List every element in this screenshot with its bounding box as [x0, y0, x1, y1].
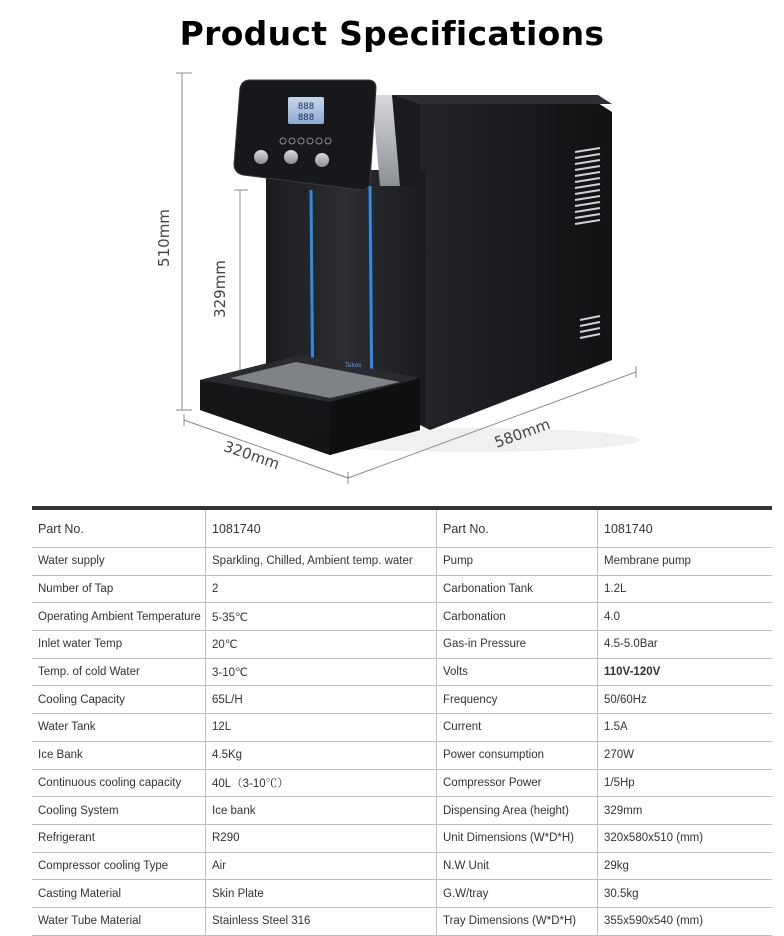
spec-label: Inlet water Temp — [32, 631, 206, 659]
spec-value: 1.5A — [598, 714, 773, 742]
spec-value: 20℃ — [206, 631, 437, 659]
spec-value: Air — [206, 852, 437, 880]
table-row — [32, 880, 772, 908]
brand-logo: Takos — [345, 362, 362, 369]
table-row — [32, 797, 772, 825]
spec-value: 1/5Hp — [598, 769, 773, 797]
machine-side-panel — [420, 103, 612, 430]
spec-value: 110V-120V — [598, 658, 773, 686]
spec-value: 50/60Hz — [598, 686, 773, 714]
spec-value: 3-10℃ — [206, 658, 437, 686]
page-title: Product Specifications — [179, 14, 605, 53]
spec-label: Number of Tap — [32, 575, 206, 603]
spec-value: 29kg — [598, 852, 773, 880]
spec-label: Temp. of cold Water — [32, 658, 206, 686]
table-row — [32, 769, 772, 797]
spec-label: Volts — [437, 658, 598, 686]
spec-value: 355x590x540 (mm) — [598, 907, 773, 935]
spec-value: 30.5kg — [598, 880, 773, 908]
spec-value: 329mm — [598, 797, 773, 825]
spec-label: Compressor Power — [437, 769, 598, 797]
spec-value: 1.2L — [598, 575, 773, 603]
dim-label-height-tap: 329mm — [211, 260, 229, 318]
spec-label: G.W/tray — [437, 880, 598, 908]
spec-value: Stainless Steel 316 — [206, 907, 437, 935]
spec-label: Pump — [437, 548, 598, 576]
control-panel — [234, 80, 376, 190]
spec-value: Ice bank — [206, 797, 437, 825]
table-row — [32, 714, 772, 742]
knob-left — [254, 150, 268, 164]
spec-label: Water supply — [32, 548, 206, 576]
knob-right — [315, 153, 329, 167]
header-left-value: 1081740 — [206, 508, 437, 548]
table-row — [32, 658, 772, 686]
table-row — [32, 686, 772, 714]
lcd-text-2: 888 — [297, 113, 315, 123]
spec-label: N.W Unit — [437, 852, 598, 880]
lcd-text-1: 888 — [297, 102, 315, 112]
spec-value: 65L/H — [206, 686, 437, 714]
header-right-label: Part No. — [437, 508, 598, 548]
table-row — [32, 631, 772, 659]
spec-value: 320x580x510 (mm) — [598, 824, 773, 852]
spec-label: Casting Material — [32, 880, 206, 908]
spec-value: R290 — [206, 824, 437, 852]
table-row — [32, 575, 772, 603]
table-row — [32, 603, 772, 631]
spec-value: 40L（3-10℃） — [206, 769, 437, 797]
spec-label: Dispensing Area (height) — [437, 797, 598, 825]
spec-label: Water Tube Material — [32, 907, 206, 935]
dim-label-height-total: 510mm — [155, 209, 173, 267]
product-image — [0, 60, 784, 500]
dim-label-width: 320mm — [221, 437, 282, 474]
spec-value: Skin Plate — [206, 880, 437, 908]
table-row — [32, 852, 772, 880]
dimension-tap-height — [211, 190, 248, 372]
table-row — [32, 824, 772, 852]
spec-label: Operating Ambient Temperature — [32, 603, 206, 631]
spec-value: 5-35℃ — [206, 603, 437, 631]
spec-value: 2 — [206, 575, 437, 603]
dimension-total-height — [155, 73, 192, 410]
spec-label: Current — [437, 714, 598, 742]
spec-label: Cooling System — [32, 797, 206, 825]
spec-label: Carbonation Tank — [437, 575, 598, 603]
table-row — [32, 907, 772, 935]
spec-value: 4.5-5.0Bar — [598, 631, 773, 659]
spec-label: Compressor cooling Type — [32, 852, 206, 880]
spec-label: Carbonation — [437, 603, 598, 631]
spec-value: 12L — [206, 714, 437, 742]
spec-label: Power consumption — [437, 741, 598, 769]
spec-label: Frequency — [437, 686, 598, 714]
dim-label-depth: 580mm — [492, 414, 553, 452]
spec-value: 4.5Kg — [206, 741, 437, 769]
spec-label: Gas-in Pressure — [437, 631, 598, 659]
spec-value: 4.0 — [598, 603, 773, 631]
spec-table — [32, 506, 772, 936]
header-right-value: 1081740 — [598, 508, 773, 548]
knob-middle — [284, 150, 298, 164]
spec-value: Membrane pump — [598, 548, 773, 576]
table-header-row — [32, 508, 772, 548]
spec-label: Tray Dimensions (W*D*H) — [437, 907, 598, 935]
spec-label: Water Tank — [32, 714, 206, 742]
spec-value: 270W — [598, 741, 773, 769]
spec-label: Unit Dimensions (W*D*H) — [437, 824, 598, 852]
table-row — [32, 741, 772, 769]
spec-label: Refrigerant — [32, 824, 206, 852]
spec-value: Sparkling, Chilled, Ambient temp. water — [206, 548, 437, 576]
spec-label: Cooling Capacity — [32, 686, 206, 714]
spec-label: Ice Bank — [32, 741, 206, 769]
table-row — [32, 548, 772, 576]
spec-label: Continuous cooling capacity — [32, 769, 206, 797]
header-left-label: Part No. — [32, 508, 206, 548]
